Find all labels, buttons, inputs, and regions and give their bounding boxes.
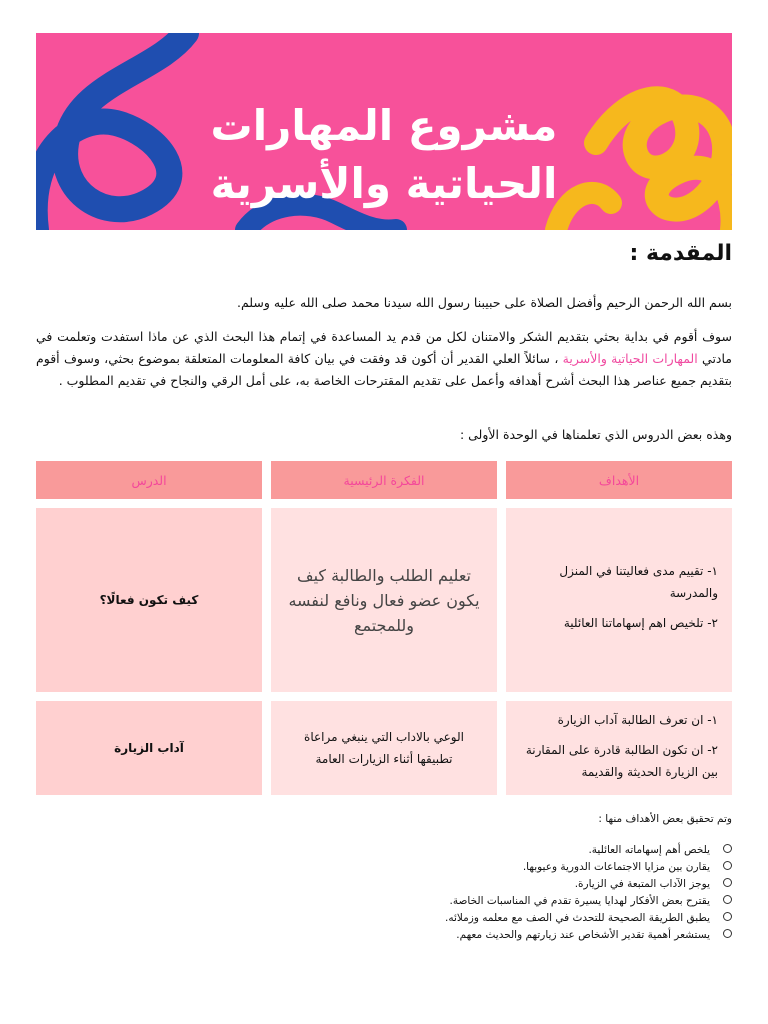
row1-lesson: كيف تكون فعالًا؟	[36, 508, 262, 692]
circle-bullet-icon	[723, 844, 732, 853]
outcomes-intro: وتم تحقيق بعض الأهداف منها :	[598, 813, 732, 825]
intro-text-1: سوف أقوم في بداية بحثي بتقديم الشكر والامتنان لكل من قدم يد المساعدة في إتمام هذا البحث الذي عن ماذا استفدت وتعلمت في مادتي	[36, 329, 732, 366]
row1-main-idea: تعليم الطلب والطالبة كيف يكون عضو فعال ونافع لنفسه وللمجتمع	[271, 508, 497, 692]
outcomes-list	[432, 842, 732, 944]
lessons-intro: وهذه بعض الدروس الذي تعلمناها في الوحدة الأولى :	[459, 427, 732, 442]
header-main-idea: الفكرة الرئيسية	[271, 461, 497, 499]
circle-bullet-icon	[723, 878, 732, 887]
basmala-text: بسم الله الرحمن الرحيم وأفضل الصلاة على حبيبنا رسول الله سيدنا محمد صلى الله عليه وسلم.	[237, 295, 732, 310]
header-banner	[36, 33, 732, 230]
list-item: يستشعر أهمية تقدير الأشخاص عند زيارتهم والحديث معهم.	[432, 927, 732, 944]
row1-goals	[506, 508, 732, 692]
list-item: يقترح بعض الأفكار لهدايا يسيرة تقدم في المناسبات الخاصة.	[432, 893, 732, 910]
row2-main-idea: الوعي بالاداب التي ينبغي مراعاة تطبيقها أثناء الزيارات العامة	[271, 701, 497, 795]
row1-goal-2: ٢- تلخيص اهم إسهاماتنا العائلية	[563, 616, 718, 630]
row2-goals	[506, 701, 732, 795]
circle-bullet-icon	[723, 912, 732, 921]
list-item: يطبق الطريقة الصحيحة للتحدث في الصف مع معلمه وزملائه.	[432, 910, 732, 927]
subject-highlight: المهارات الحياتية والأسرية	[562, 351, 698, 366]
row2-goal-2: ٢- ان تكون الطالبة قادرة على المقارنة بين الزيارة الحديثة والقديمة	[525, 743, 718, 779]
title-line-2: الحياتية والأسرية	[210, 159, 558, 208]
circle-bullet-icon	[723, 861, 732, 870]
circle-bullet-icon	[723, 929, 732, 938]
title-line-1: مشروع المهارات	[210, 101, 558, 150]
header-goals: الأهداف	[506, 461, 732, 499]
row2-lesson: آداب الزيارة	[36, 701, 262, 795]
intro-heading: المقدمة :	[629, 241, 732, 266]
list-item: يقارن بين مزايا الاجتماعات الدورية وعيوبها.	[432, 859, 732, 876]
intro-text-2: ، سائلاً العلي القدير أن أكون قد وفقت في بيان كافة المعلومات المتعلقة بموضوع بحثي، وسوف أقوم بتقديم جميع عناصر هذا البحث أشرح أهدافه وأعمل على تقديم المقترحات الخاصة به، على أمل الرقي والنجاح في تقديم المطلوب .	[36, 351, 732, 388]
intro-paragraph	[36, 326, 732, 392]
header-lesson: الدرس	[36, 461, 262, 499]
page-title	[36, 97, 732, 213]
list-item: يوجز الآداب المتبعة في الزيارة.	[432, 876, 732, 893]
row2-goal-1: ١- ان تعرف الطالبة آداب الزيارة	[557, 713, 718, 727]
circle-bullet-icon	[723, 895, 732, 904]
row1-goal-1: ١- تقييم مدى فعاليتنا في المنزل والمدرسة	[559, 564, 718, 600]
list-item: يلخص أهم إسهاماته العائلية.	[432, 842, 732, 859]
